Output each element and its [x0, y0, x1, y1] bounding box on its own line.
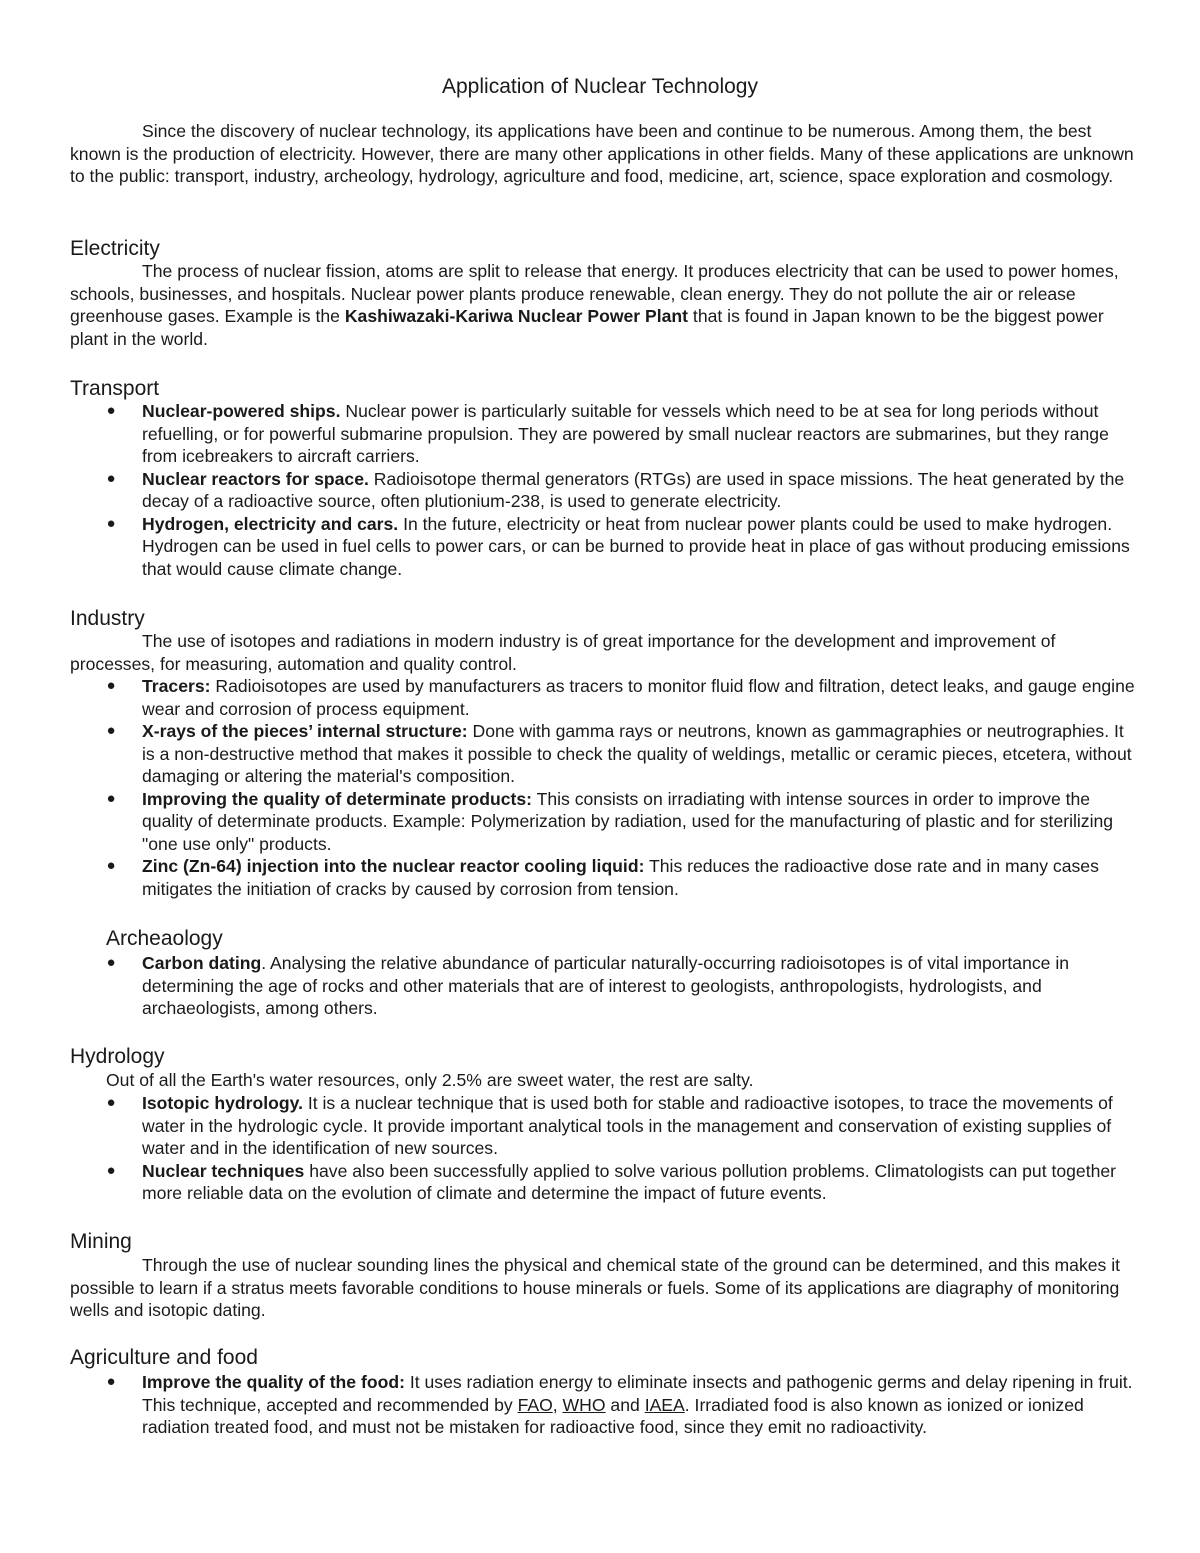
list-item-text: have also been successfully applied to solve various pollution problems. Climatologists can put together more reliable data on the evolution of climate and determine the impact of future events.	[142, 1160, 1117, 1203]
list-item-text: Radioisotope thermal generators (RTGs) are used in space missions. The heat generated by the decay of a radioactive source, often plutionium-238, is used to generate electricity.	[142, 468, 1125, 511]
list-item-bold: Nuclear techniques	[142, 1160, 305, 1181]
list-item-text: Done with gamma rays or neutrons, known as gammagraphies or neutrographies. It is a non-destructive method that makes it possible to check the quality of weldings, metallic or ceramic pieces, etcetera, without damaging or altering the material's composition.	[142, 721, 1132, 786]
list-item	[0, 1160, 1200, 1205]
separator-text: and	[605, 1394, 645, 1415]
industry-list	[0, 675, 1200, 900]
list-item-text: This reduces the radioactive dose rate and in many cases mitigates the initiation of cracks by caused by corrosion from tension.	[142, 856, 1099, 899]
bullet-icon: ●	[106, 677, 116, 694]
electricity-text-before: The process of nuclear fission, atoms are split to release that energy. It produces electricity that can be used to power homes, schools, businesses, and hospitals. Nuclear power plants produce renewable, clean energy. They do not pollute the air or release greenhouse gases. Example is the	[70, 261, 1119, 326]
list-item-bold: Carbon dating	[142, 953, 262, 973]
list-item-text: This consists on irradiating with intense sources in order to improve the quality of determinate products. Example: Polymerization by radiation, used for the manufacturing of plastic and for sterilizing "one use only" products.	[142, 788, 1114, 854]
mining-paragraph: Through the use of nuclear sounding lines the physical and chemical state of the ground can be determined, and this makes it possible to learn if a stratus meets favorable conditions to house minerals or fuels. Some of its applications are diagraphy of monitoring wells and isotopic dating.	[70, 1255, 1121, 1320]
hydrology-paragraph: Out of all the Earth's water resources, only 2.5% are sweet water, the rest are salty.	[106, 1070, 754, 1090]
list-item	[0, 675, 1200, 720]
list-item	[0, 468, 1200, 513]
link-fao[interactable]: FAO	[517, 1394, 553, 1415]
list-item	[0, 855, 1200, 900]
list-item-bold: X-rays of the pieces’ internal structure:	[142, 721, 468, 741]
section-heading-transport: Transport	[70, 377, 160, 400]
list-item	[0, 720, 1200, 788]
bullet-icon: ●	[106, 402, 116, 419]
list-item-bold: Nuclear-powered ships.	[142, 401, 341, 421]
separator-text: ,	[552, 1394, 563, 1415]
link-iaea[interactable]: IAEA	[644, 1394, 685, 1415]
bullet-icon: ●	[106, 954, 116, 971]
link-who[interactable]: WHO	[562, 1394, 606, 1415]
list-item-text: It is a nuclear technique that is used both for stable and radioactive isotopes, to trace the movements of water in the hydrologic cycle. It provide important analytical tools in the management and conservation of existing supplies of water and in the identification of new sources.	[142, 1093, 1113, 1158]
list-item	[0, 1092, 1200, 1160]
bullet-icon: ●	[106, 1094, 116, 1111]
document-title: Application of Nuclear Technology	[442, 75, 758, 98]
list-item-bold: Isotopic hydrology.	[142, 1093, 303, 1113]
section-heading-mining: Mining	[70, 1230, 132, 1253]
transport-list	[0, 400, 1200, 580]
list-item-text: Radioisotopes are used by manufacturers as tracers to monitor fluid flow and filtration, detect leaks, and gauge engine wear and corrosion of process equipment.	[142, 676, 1135, 719]
list-item-bold: Nuclear reactors for space.	[142, 468, 369, 489]
list-item	[0, 788, 1200, 856]
list-item-text: In the future, electricity or heat from nuclear power plants could be used to make hydrogen. Hydrogen can be used in fuel cells to power cars, or can be burned to provide heat in place of gas without producing emissions that would cause climate change.	[142, 513, 1130, 579]
list-item-text: . Irradiated food is also known as ionized or ionized radiation treated food, and must not be mistaken for radioactive food, since they emit no radioactivity.	[142, 1394, 1084, 1437]
section-heading-archeology: Archeaology	[106, 927, 223, 950]
electricity-bold-plant: Kashiwazaki-Kariwa Nuclear Power Plant	[344, 306, 689, 326]
section-heading-industry: Industry	[70, 607, 145, 630]
list-item	[0, 513, 1200, 581]
archeology-list	[0, 952, 1200, 1020]
list-item-bold: Zinc (Zn-64) injection into the nuclear reactor cooling liquid:	[142, 856, 645, 876]
hydrology-list	[0, 1092, 1200, 1205]
list-item-bold: Tracers:	[142, 676, 211, 696]
list-item-bold: Improve the quality of the food:	[142, 1372, 405, 1392]
list-item-text: . Analysing the relative abundance of particular naturally-occurring radioisotopes is of vital importance in determining the age of rocks and other materials that are of interest to geologists, anthropologists, hydrologists, and archaeologists, among others.	[142, 953, 1070, 1018]
bullet-icon: ●	[106, 1373, 116, 1390]
bullet-icon: ●	[106, 789, 116, 807]
electricity-paragraph	[70, 260, 1140, 350]
list-item-text: It uses radiation energy to eliminate insects and pathogenic germs and delay ripening in fruit. This technique, accepted and recommended by	[142, 1372, 1133, 1415]
electricity-text-after: that is found in Japan known to be the biggest power plant in the world.	[70, 306, 1104, 349]
bullet-icon: ●	[106, 857, 116, 874]
bullet-icon: ●	[106, 514, 116, 532]
section-heading-electricity: Electricity	[70, 237, 160, 260]
list-item	[0, 952, 1200, 1020]
list-item-bold: Improving the quality of determinate products:	[142, 788, 533, 809]
bullet-icon: ●	[106, 722, 116, 739]
intro-paragraph: Since the discovery of nuclear technology, its applications have been and continue to be numerous. Among them, the best known is the production of electricity. However, there are many other applications in other fields. Many of these applications are unknown to the public: transport, industry, archeology, hydrology, agriculture and food, medicine, art, science, space exploration and cosmology.	[70, 121, 1134, 186]
bullet-icon: ●	[106, 1161, 116, 1179]
bullet-icon: ●	[106, 469, 116, 487]
industry-paragraph: The use of isotopes and radiations in modern industry is of great importance for the development and improvement of processes, for measuring, automation and quality control.	[70, 631, 1056, 674]
list-item	[0, 1371, 1200, 1439]
agriculture-list	[0, 1371, 1200, 1439]
list-item	[0, 400, 1200, 468]
section-heading-hydrology: Hydrology	[70, 1045, 165, 1068]
section-heading-agriculture: Agriculture and food	[70, 1346, 258, 1369]
list-item-bold: Hydrogen, electricity and cars.	[142, 513, 399, 534]
list-item-text: Nuclear power is particularly suitable for vessels which need to be at sea for long periods without refuelling, or for powerful submarine propulsion. They are powered by small nuclear reactors are submarines, but they range from icebreakers to aircraft carriers.	[142, 401, 1109, 466]
